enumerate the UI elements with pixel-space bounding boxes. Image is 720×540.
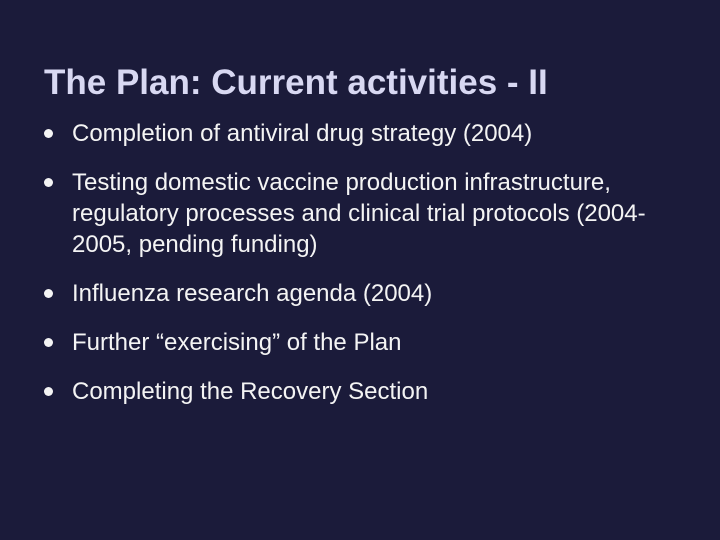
bullet-dot-icon: [44, 338, 53, 347]
bullet-text: Completion of antiviral drug strategy (2004): [72, 120, 533, 147]
bullet-dot-icon: [44, 387, 53, 396]
bullet-item: [44, 376, 694, 407]
slide-title: The Plan: Current activities - II: [44, 63, 548, 102]
bullet-text: Completing the Recovery Section: [72, 378, 429, 405]
bullet-list: [44, 118, 694, 425]
bullet-item: [44, 167, 694, 260]
bullet-dot-icon: [44, 129, 53, 138]
bullet-item: [44, 278, 694, 309]
bullet-item: [44, 118, 694, 149]
bullet-dot-icon: [44, 178, 53, 187]
bullet-item: [44, 327, 694, 358]
bullet-dot-icon: [44, 289, 53, 298]
bullet-text: Testing domestic vaccine production infrastructure, regulatory processes and clinical trial protocols (2004-2005, pending funding): [72, 169, 646, 258]
bullet-text: Influenza research agenda (2004): [72, 280, 433, 307]
bullet-text: Further “exercising” of the Plan: [72, 329, 402, 356]
